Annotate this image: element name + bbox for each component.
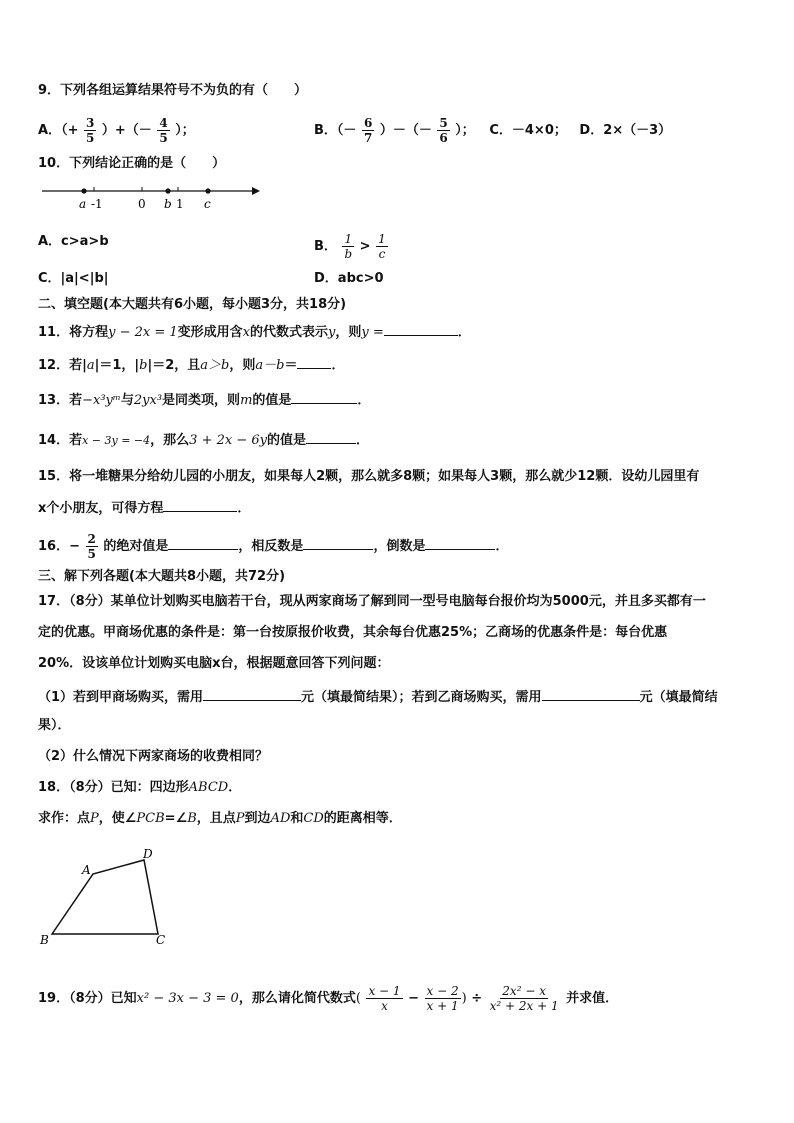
q10-option-b: B． $\frac{1}{b}$ > $\frac{1}{c}$	[314, 232, 386, 261]
q10-option-d: D．abc>0	[314, 271, 384, 286]
fraction: $\frac{x - 2}{x + 1}$	[426, 984, 459, 1013]
fraction: $\frac{3}{5}$	[86, 116, 95, 145]
q10-option-c: C．|a|<|b|	[38, 271, 109, 286]
fraction: $\frac{4}{5}$	[159, 116, 168, 145]
answer-blank	[291, 390, 357, 404]
quadrilateral	[52, 860, 158, 934]
svg-text:1: 1	[176, 197, 184, 211]
q13: 13．若−x³yᵐ与2yx³是同类项，则m的值是 ．	[38, 390, 370, 410]
answer-blank	[425, 536, 495, 550]
svg-text:a: a	[79, 197, 87, 211]
point-b	[165, 188, 170, 193]
q9-option-d: D．2×（－3）	[579, 123, 672, 138]
q14: 14．若x − 3y = −4，那么3 + 2x − 6y的值是 ．	[38, 430, 369, 450]
fraction: $\frac{2}{5}$	[87, 532, 96, 561]
svg-text:A: A	[82, 863, 91, 877]
q15-line2: x个小朋友，可得方程 ．	[38, 498, 250, 518]
answer-blank	[297, 355, 331, 369]
fraction: $\frac{1}{c}$	[378, 232, 386, 261]
point-c	[205, 188, 210, 193]
answer-blank	[306, 430, 356, 444]
q9-option-c: C．－4×0；	[489, 123, 567, 138]
q18-line2: 求作：点P，使∠PCB=∠B，且点P到边AD和CD的距离相等．	[38, 811, 402, 826]
svg-text:c: c	[204, 197, 211, 211]
q19: 19．（8分）已知x² − 3x − 3 = 0，那么请化简代数式( $\frac{x - 1}{x}$ − $\frac{x - 2}{x + 1}$ ) ÷ $\frac{\text{2x² − x}}{\text{x² + 2x + 1}}$ 并求值．	[38, 984, 619, 1013]
q12: 12．若|a|＝1，|b|＝2，且a＞b，则a－b＝ ．	[38, 355, 344, 375]
point-a	[81, 188, 86, 193]
fraction: $\frac{1}{b}$	[344, 232, 353, 261]
q9-stem: 9．下列各组运算结果符号不为负的有（ ）	[38, 83, 308, 98]
fraction: $\frac{x - 1}{x}$	[368, 984, 401, 1013]
answer-blank	[168, 536, 238, 550]
q17-line1: 17．（8分）某单位计划购买电脑若干台，现从两家商场了解到同一型号电脑每台报价均为5000元，并且多买都有一	[38, 594, 706, 609]
svg-text:C: C	[156, 933, 166, 947]
svg-text:b: b	[164, 197, 172, 211]
number-line	[38, 180, 268, 212]
q17-line2: 定的优惠。甲商场优惠的条件是：第一台按原报价收费，其余每台优惠25%；乙商场的优惠条件是：每台优惠	[38, 625, 668, 640]
svg-text:D: D	[143, 847, 153, 861]
q15-line1: 15．将一堆糖果分给幼儿园的小朋友，如果每人2颗，那么就多8颗；如果每人3颗，那么就少12颗．设幼儿园里有	[38, 469, 700, 484]
answer-blank	[384, 322, 458, 336]
answer-blank	[303, 536, 373, 550]
answer-blank	[203, 687, 301, 701]
fraction: $\frac{\text{2x² − x}}{\text{x² + 2x + 1}}$	[489, 984, 559, 1013]
quadrilateral-abcd-figure	[36, 842, 176, 950]
q16: 16．− $\frac{2}{5}$ 的绝对值是 ，相反数是 ，倒数是 ．	[38, 532, 509, 561]
arrow-icon	[252, 187, 260, 195]
q9-option-b: B．（－ $\frac{6}{7}$ ）－（－ $\frac{5}{6}$ ）； C．－4×0； D．2×（－3）	[314, 116, 672, 145]
fraction: $\frac{5}{6}$	[439, 116, 448, 145]
q18-line1: 18．（8分）已知：四边形ABCD．	[38, 780, 242, 795]
q10-option-a: A．c>a>b	[38, 234, 109, 249]
answer-blank	[163, 498, 237, 512]
svg-text:-1: -1	[91, 197, 103, 211]
section-3-heading: 三、解下列各题(本大题共8小题，共72分)	[38, 569, 286, 584]
fraction: $\frac{6}{7}$	[363, 116, 373, 145]
q11: 11．将方程y − 2x = 1变形成用含x的代数式表示y，则y = ．	[38, 322, 471, 342]
q17-sub1-cont: 果）．	[38, 718, 71, 733]
q9-option-a: A．（+ $\frac{3}{5}$ ）+（－ $\frac{4}{5}$ ）；	[38, 116, 195, 145]
answer-blank	[542, 687, 640, 701]
svg-text:0: 0	[138, 197, 146, 211]
q10-stem: 10．下列结论正确的是（ ）	[38, 156, 226, 171]
q17-line3: 20%．设该单位计划购买电脑x台，根据题意回答下列问题：	[38, 656, 390, 671]
section-2-heading: 二、填空题(本大题共有6小题，每小题3分，共18分)	[38, 297, 347, 312]
q17-sub1: （1）若到甲商场购买，需用 元（填最简结果）；若到乙商场购买，需用 元（填最简结	[38, 687, 718, 707]
q17-sub2: （2）什么情况下两家商场的收费相同？	[38, 749, 269, 764]
svg-text:B: B	[40, 933, 49, 947]
